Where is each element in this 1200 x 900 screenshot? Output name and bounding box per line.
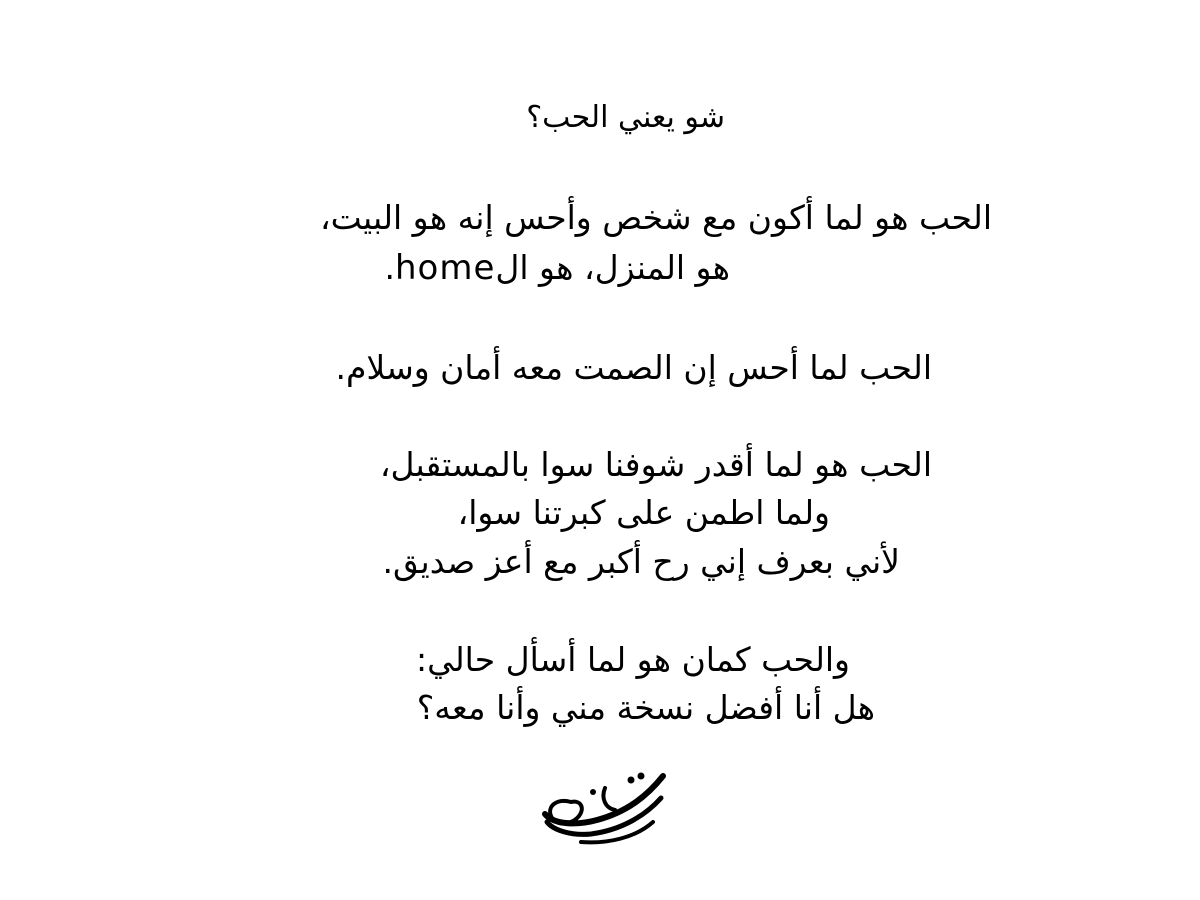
poem-title: شو يعني الحب؟ — [526, 100, 725, 135]
calligraphy-signature-icon — [535, 768, 670, 848]
stanza-1-line-1: الحب هو لما أكون مع شخص وأحس إنه هو البيت، — [319, 198, 992, 237]
stanza-1-line-2-word: home — [395, 248, 496, 288]
stanza-3-line-2: ولما اطمن على كبرتنا سوا، — [457, 493, 830, 532]
stanza-4-line-1: والحب كمان هو لما أسأل حالي: — [415, 640, 850, 679]
stanza-3-line-1: الحب هو لما أقدر شوفنا سوا بالمستقبل، — [379, 445, 932, 484]
stanza-2-line-1: الحب لما أحس إن الصمت معه أمان وسلام. — [335, 348, 932, 387]
stanza-3-line-3: لأني بعرف إني رح أكبر مع أعز صديق. — [382, 542, 900, 581]
stanza-1-line-2-prefix: هو المنزل، هو ال — [495, 248, 730, 287]
stanza-4-line-2: هل أنا أفضل نسخة مني وأنا معه؟ — [416, 688, 875, 727]
stanza-1-line-2-suffix: . — [384, 248, 395, 287]
stanza-1-line-2 — [385, 248, 731, 288]
